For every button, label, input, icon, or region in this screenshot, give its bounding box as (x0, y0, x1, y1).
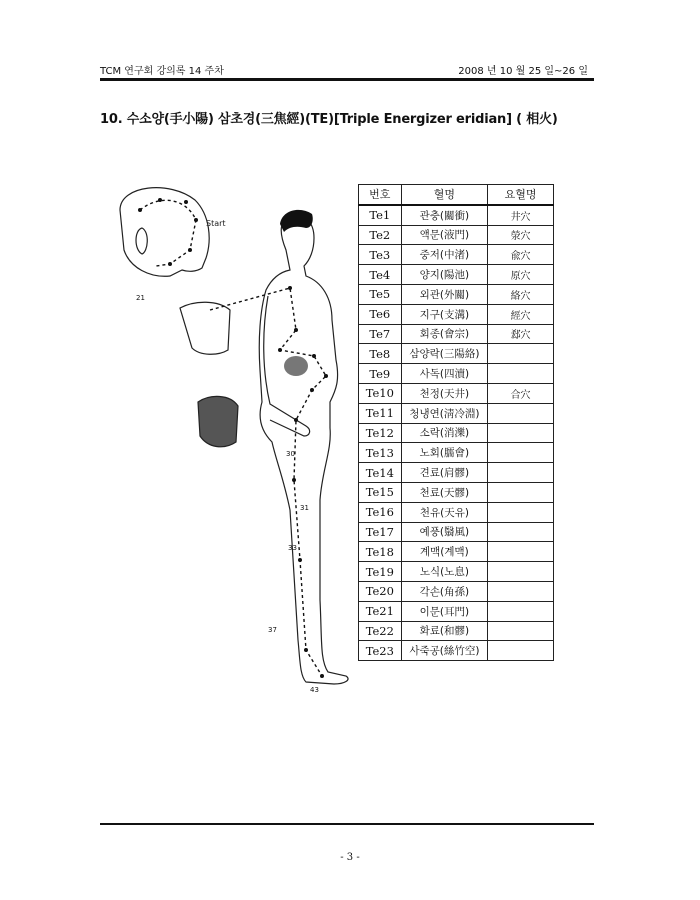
point-label-33: 33 (288, 544, 297, 552)
point-code: Te12 (359, 423, 402, 443)
point-code: Te13 (359, 443, 402, 463)
col-header-point-name: 혈명 (401, 185, 488, 205)
point-code: Te15 (359, 482, 402, 502)
table-row (359, 364, 554, 384)
point-name: 이문(耳門) (401, 601, 488, 621)
key-point-type (488, 482, 554, 502)
col-header-key-point: 요혈명 (488, 185, 554, 205)
key-point-type: 合穴 (488, 383, 554, 403)
point-code: Te7 (359, 324, 402, 344)
table-row (359, 265, 554, 285)
table-row (359, 245, 554, 265)
point-label-31: 31 (300, 504, 309, 512)
table-row (359, 522, 554, 542)
point-code: Te1 (359, 205, 402, 225)
table-row (359, 502, 554, 522)
point-name: 삼양락(三陽絡) (401, 344, 488, 364)
key-point-type (488, 344, 554, 364)
point-code: Te10 (359, 383, 402, 403)
key-point-type (488, 601, 554, 621)
point-code: Te18 (359, 542, 402, 562)
point-name: 계맥(계맥) (401, 542, 488, 562)
table-row (359, 423, 554, 443)
point-name: 천유(天유) (401, 502, 488, 522)
table-row (359, 403, 554, 423)
section-title: 10. 수소양(手小陽) 삼초경(三焦經)(TE)[Triple Energizer eridian] ( 相火) (100, 112, 558, 127)
point-code: Te20 (359, 581, 402, 601)
point-label-37: 37 (268, 626, 277, 634)
point-code: Te4 (359, 265, 402, 285)
footer-rule (100, 823, 594, 825)
key-point-type (488, 522, 554, 542)
point-name: 사죽공(絲竹空) (401, 641, 488, 661)
point-code: Te2 (359, 225, 402, 245)
point-code: Te23 (359, 641, 402, 661)
table-row (359, 562, 554, 582)
table-row (359, 601, 554, 621)
table-row (359, 621, 554, 641)
point-name: 각손(角孫) (401, 581, 488, 601)
point-code: Te17 (359, 522, 402, 542)
point-label-43: 43 (310, 686, 319, 694)
key-point-type (488, 443, 554, 463)
page-number: - 3 - (340, 852, 360, 863)
acupoint-table (358, 184, 554, 661)
key-point-type (488, 403, 554, 423)
table-row (359, 463, 554, 483)
table-header-row (359, 185, 554, 205)
key-point-type: 井穴 (488, 205, 554, 225)
point-code: Te5 (359, 284, 402, 304)
table-row (359, 641, 554, 661)
organ-shading (284, 356, 308, 376)
key-point-type (488, 562, 554, 582)
start-label: Start (206, 219, 226, 228)
point-name: 중저(中渚) (401, 245, 488, 265)
point-code: Te9 (359, 364, 402, 384)
table-row (359, 383, 554, 403)
meridian-path-body (210, 288, 326, 676)
point-name: 청냉연(淸冷淵) (401, 403, 488, 423)
ear-outline (136, 228, 147, 254)
key-point-type: 原穴 (488, 265, 554, 285)
table-row (359, 284, 554, 304)
point-name: 화료(和髎) (401, 621, 488, 641)
point-code: Te3 (359, 245, 402, 265)
point-name: 노회(臑會) (401, 443, 488, 463)
point-code: Te6 (359, 304, 402, 324)
key-point-type: 滎穴 (488, 225, 554, 245)
key-point-type (488, 641, 554, 661)
header-right: 2008 년 10 월 25 일~26 일 (458, 66, 588, 77)
point-name: 지구(支溝) (401, 304, 488, 324)
point-code: Te11 (359, 403, 402, 423)
point-name: 사독(四瀆) (401, 364, 488, 384)
point-name: 견료(肩髎) (401, 463, 488, 483)
table-row (359, 443, 554, 463)
col-header-number: 번호 (359, 185, 402, 205)
point-name: 관충(關衝) (401, 205, 488, 225)
point-code: Te16 (359, 502, 402, 522)
key-point-type (488, 542, 554, 562)
point-label-30: 30 (286, 450, 295, 458)
table-row (359, 304, 554, 324)
point-name: 양지(陽池) (401, 265, 488, 285)
key-point-type (488, 364, 554, 384)
table-row (359, 225, 554, 245)
point-name: 회종(會宗) (401, 324, 488, 344)
table-row (359, 205, 554, 225)
point-code: Te22 (359, 621, 402, 641)
point-name: 액문(液門) (401, 225, 488, 245)
point-name: 노식(노息) (401, 562, 488, 582)
scapula-outline (180, 302, 230, 354)
key-point-type (488, 423, 554, 443)
key-point-type: 絡穴 (488, 284, 554, 304)
key-point-type: 郄穴 (488, 324, 554, 344)
header-left: TCM 연구회 강의록 14 주차 (100, 66, 224, 77)
key-point-type: 兪穴 (488, 245, 554, 265)
key-point-type: 經穴 (488, 304, 554, 324)
key-point-type (488, 581, 554, 601)
meridian-figure (100, 180, 360, 700)
header-rule (100, 78, 594, 81)
point-code: Te19 (359, 562, 402, 582)
point-name: 천료(天髎) (401, 482, 488, 502)
key-point-type (488, 463, 554, 483)
meridian-path-head (140, 200, 196, 266)
point-label-21: 21 (136, 294, 145, 302)
point-name: 천정(天井) (401, 383, 488, 403)
key-point-type (488, 502, 554, 522)
table-row (359, 344, 554, 364)
point-code: Te21 (359, 601, 402, 621)
table-row (359, 324, 554, 344)
table-row (359, 542, 554, 562)
table-row (359, 482, 554, 502)
point-code: Te14 (359, 463, 402, 483)
point-name: 소락(消濼) (401, 423, 488, 443)
table-row (359, 581, 554, 601)
point-name: 예풍(翳風) (401, 522, 488, 542)
hair (280, 210, 313, 232)
key-point-type (488, 621, 554, 641)
point-code: Te8 (359, 344, 402, 364)
pelvis-outline (198, 396, 238, 446)
point-name: 외관(外關) (401, 284, 488, 304)
